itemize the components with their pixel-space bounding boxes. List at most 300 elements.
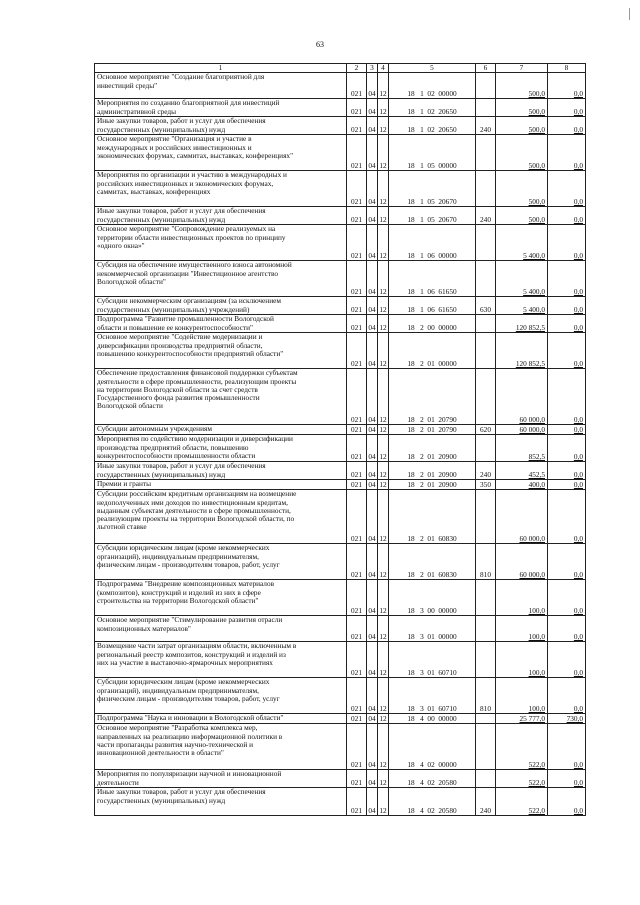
section-code: 04: [367, 73, 378, 99]
table-row: [95, 99, 586, 117]
amount-year-2-value: 0,0: [573, 305, 583, 314]
target-article-code: 18 1 06 00000: [389, 225, 476, 261]
description-line: государственных (муниципальных) учреждений): [97, 304, 250, 314]
table-row: [95, 369, 586, 425]
description-line: реализующим проекты на территории Вологодской области, по: [97, 514, 295, 524]
amount-year-2: [548, 171, 586, 207]
admin-code: 021: [347, 297, 367, 315]
amount-year-1-value: 500,0: [528, 89, 545, 98]
amount-year-2: [548, 544, 586, 580]
amount-year-2: [548, 480, 586, 490]
amount-year-2: [548, 207, 586, 225]
header-cell: 2: [347, 64, 367, 73]
admin-code: 021: [347, 225, 367, 261]
row-description: [95, 714, 347, 724]
amount-year-1-value: 100,0: [528, 632, 545, 641]
description-line: Основное мероприятие "Содействие модернизации и: [97, 332, 263, 342]
amount-year-1: [496, 770, 548, 788]
admin-code: 021: [347, 135, 367, 171]
description-line: на территории Вологодской области за счет средств: [97, 384, 258, 394]
expense-type-code: [476, 333, 496, 369]
expense-type-code: [476, 435, 496, 462]
amount-year-1: [496, 73, 548, 99]
section-code: 04: [367, 135, 378, 171]
target-article-code: 18 4 02 20580: [389, 788, 476, 816]
section-code: 04: [367, 770, 378, 788]
row-description: [95, 225, 347, 261]
amount-year-1: [496, 490, 548, 544]
section-code: 04: [368, 425, 376, 434]
amount-year-1-value: 400,0: [528, 480, 545, 489]
amount-year-2: [548, 333, 586, 369]
target-article-code: 18 1 05 20670: [389, 171, 476, 207]
row-description: [95, 297, 347, 315]
admin-code: 021: [347, 117, 367, 135]
amount-year-1-value: 500,0: [528, 107, 545, 116]
target-article-code: 18 4 02 20580: [389, 770, 476, 788]
expense-type-code: 350: [476, 480, 496, 490]
subsection-code: 12: [378, 73, 389, 99]
amount-year-2-value: 0,0: [573, 632, 583, 641]
row-description: [95, 99, 347, 117]
table-row: [95, 117, 586, 135]
table-row: [95, 490, 586, 544]
description-line: Возмещение части затрат организациям области, включенным в: [97, 641, 297, 651]
target-article-code: 18 4 02 00000: [389, 724, 476, 770]
row-description: [95, 724, 347, 770]
amount-year-1: [496, 788, 548, 816]
target-article-code: 18 1 05 20670: [389, 207, 476, 225]
expense-type-code: [476, 490, 496, 544]
amount-year-1: [496, 99, 548, 117]
table-row: [95, 425, 586, 435]
description-line: Подпрограмма "Наука и инновации в Вологодской области": [97, 713, 284, 723]
row-description: [95, 580, 347, 616]
description-line: административной среды: [97, 106, 176, 116]
subsection-code: 12: [378, 135, 389, 171]
section-code: 04: [367, 462, 378, 480]
section-code: 04: [367, 642, 378, 678]
amount-year-2: [548, 642, 586, 678]
target-article-code: 18 1 06 61650: [389, 261, 476, 297]
description-line: Субсидии российским кредитным организациям на возмещение: [97, 489, 297, 499]
table-row: [95, 678, 586, 714]
amount-year-2-value: 730,0: [566, 714, 583, 723]
description-line: Основное мероприятие "Создание благоприятной для: [97, 72, 265, 82]
description-line: Субсидии юридическим лицам (кроме некоммерческих: [97, 677, 270, 687]
description-line: инновационной деятельности в области": [97, 748, 224, 758]
admin-code: 021: [347, 616, 367, 642]
target-article-code: 18 1 02 20650: [389, 117, 476, 135]
amount-year-2: [548, 724, 586, 770]
description-line: Иные закупки товаров, работ и услуг для обеспечения: [97, 206, 266, 216]
description-line: российских инвестиционных и экономических форумах,: [97, 178, 274, 188]
description-line: (композитов), конструкций и изделий из них в сфере: [97, 587, 261, 597]
amount-year-2: [548, 225, 586, 261]
description-line: экономических форумах, саммитах, выставках, конференциях": [97, 150, 294, 160]
subsection-code: 12: [379, 714, 387, 723]
amount-year-2-value: 0,0: [573, 668, 583, 677]
description-line: Подпрограмма "Развитие промышленности Вологодской: [97, 314, 274, 324]
amount-year-2-value: 0,0: [573, 704, 583, 713]
section-code: 04: [367, 207, 378, 225]
description-line: Премии и гранты: [97, 479, 152, 489]
amount-year-2: [548, 117, 586, 135]
description-line: государственных (муниципальных) нужд: [97, 469, 226, 479]
admin-code: 021: [347, 171, 367, 207]
description-line: инвестиций среды": [97, 80, 158, 90]
subsection-code: 12: [378, 369, 389, 425]
amount-year-1-value: 522,0: [528, 778, 545, 787]
amount-year-1: [496, 616, 548, 642]
description-line: Мероприятия по созданию благоприятной для инвестиций: [97, 98, 280, 108]
header-cell: 3: [367, 64, 378, 73]
description-line: региональный реестр композитов, конструкций и изделий из: [97, 649, 286, 659]
expense-type-code: [476, 315, 496, 333]
expense-type-code: [476, 642, 496, 678]
row-description: [95, 369, 347, 425]
amount-year-2-value: 0,0: [573, 125, 583, 134]
subsection-code: 12: [378, 616, 389, 642]
row-description: [95, 678, 347, 714]
amount-year-2-value: 0,0: [573, 197, 583, 206]
description-line: «одного окна»": [97, 240, 145, 250]
description-line: композиционных материалов": [97, 623, 191, 633]
amount-year-2-value: 0,0: [573, 287, 583, 296]
subsection-code: 12: [378, 207, 389, 225]
admin-code: 021: [347, 462, 367, 480]
description-line: части пропаганды развития научно-технической и: [97, 739, 254, 749]
description-line: деятельности: [97, 777, 139, 787]
row-description: [95, 135, 347, 171]
amount-year-2: [548, 73, 586, 99]
amount-year-1-value: 5 400,0: [523, 251, 545, 260]
admin-code: 021: [347, 788, 367, 816]
target-article-code: 18 1 02 00000: [389, 73, 476, 99]
description-line: производства предприятий области, повышению: [97, 442, 249, 452]
target-article-code: 18 2 01 20900: [389, 435, 476, 462]
row-description: [95, 490, 347, 544]
amount-year-1-value: 60 000,0: [519, 534, 545, 543]
description-line: Иные закупки товаров, работ и услуг для обеспечения: [97, 787, 266, 797]
section-code: 04: [367, 678, 378, 714]
amount-year-1: [496, 261, 548, 297]
expense-type-code: [476, 724, 496, 770]
description-line: государственных (муниципальных) нужд: [97, 795, 226, 805]
target-article-code: 18 4 00 00000: [389, 714, 476, 724]
target-article-code: 18 2 01 20790: [389, 369, 476, 425]
target-article-code: 18 2 01 60830: [389, 544, 476, 580]
table-row: [95, 770, 586, 788]
expense-type-code: [476, 171, 496, 207]
section-code: 04: [368, 714, 376, 723]
header-cell: 4: [378, 64, 389, 73]
description-line: Вологодской области: [97, 401, 163, 411]
amount-year-2: [548, 580, 586, 616]
amount-year-1: [496, 333, 548, 369]
admin-code: 021: [347, 315, 367, 333]
amount-year-1: [496, 207, 548, 225]
amount-year-2: [548, 315, 586, 333]
description-line: Субсидии автономным учреждениям: [97, 424, 212, 434]
description-line: Иные закупки товаров, работ и услуг для обеспечения: [97, 461, 266, 471]
description-line: государственных (муниципальных) нужд: [97, 124, 226, 134]
description-line: Иные закупки товаров, работ и услуг для обеспечения: [97, 116, 266, 126]
subsection-code: 12: [378, 171, 389, 207]
subsection-code: 12: [378, 315, 389, 333]
table-row: [95, 724, 586, 770]
description-line: повышению конкурентоспособности предприятий области": [97, 348, 284, 358]
amount-year-2-value: 0,0: [573, 480, 583, 489]
section-code: 04: [367, 225, 378, 261]
section-code: 04: [367, 99, 378, 117]
table-body: [95, 73, 586, 816]
amount-year-2-value: 0,0: [573, 251, 583, 260]
table-row: [95, 297, 586, 315]
amount-year-1-value: 522,0: [528, 760, 545, 769]
amount-year-1: [496, 425, 548, 435]
amount-year-2: [548, 425, 586, 435]
table-row: [95, 207, 586, 225]
description-line: саммитах, выставках, конференциях: [97, 186, 211, 196]
section-code: 04: [367, 580, 378, 616]
target-article-code: 18 2 01 20900: [389, 480, 476, 490]
target-article-code: 18 3 01 60710: [389, 642, 476, 678]
subsection-code: 12: [378, 724, 389, 770]
section-code: 04: [367, 544, 378, 580]
description-line: Мероприятия по популяризации научной и инновационной: [97, 769, 282, 779]
subsection-code: 12: [378, 99, 389, 117]
target-article-code: 18 1 05 00000: [389, 135, 476, 171]
expense-type-code: [476, 73, 496, 99]
subsection-code: 12: [378, 117, 389, 135]
target-article-code: 18 3 01 60710: [389, 678, 476, 714]
amount-year-2-value: 0,0: [573, 570, 583, 579]
description-line: физическим лицам - производителям товаров, работ, услуг: [97, 559, 280, 569]
admin-code: 021: [347, 435, 367, 462]
expense-type-code: [476, 99, 496, 117]
section-code: 04: [367, 369, 378, 425]
target-article-code: 18 1 02 20650: [389, 99, 476, 117]
table-row: [95, 580, 586, 616]
amount-year-2: [548, 616, 586, 642]
expense-type-code: 240: [476, 117, 496, 135]
amount-year-2: [548, 490, 586, 544]
expense-type-code: [476, 580, 496, 616]
expense-type-code: 630: [476, 297, 496, 315]
admin-code: 021: [347, 333, 367, 369]
table-row: [95, 642, 586, 678]
section-code: 04: [367, 261, 378, 297]
amount-year-2-value: 0,0: [573, 534, 583, 543]
amount-year-1: [496, 724, 548, 770]
subsection-code: 12: [378, 225, 389, 261]
amount-year-1: [496, 369, 548, 425]
amount-year-1-value: 500,0: [528, 161, 545, 170]
amount-year-2: [548, 714, 586, 724]
section-code: 04: [367, 616, 378, 642]
amount-year-2-value: 0,0: [573, 425, 583, 434]
header-cell: 8: [548, 64, 586, 73]
table-row: [95, 435, 586, 462]
target-article-code: 18 2 00 00000: [389, 315, 476, 333]
amount-year-1: [496, 462, 548, 480]
amount-year-1-value: 500,0: [528, 197, 545, 206]
admin-code: 021: [347, 642, 367, 678]
subsection-code: 12: [378, 788, 389, 816]
amount-year-1-value: 5 400,0: [523, 305, 545, 314]
amount-year-1: [496, 435, 548, 462]
admin-code: 021: [347, 480, 367, 490]
table-row: [95, 480, 586, 490]
description-line: Субсидии юридическим лицам (кроме некоммерческих: [97, 543, 270, 553]
subsection-code: 12: [378, 297, 389, 315]
target-article-code: 18 2 01 00000: [389, 333, 476, 369]
amount-year-1: [496, 678, 548, 714]
expense-type-code: [476, 770, 496, 788]
description-line: Основное мероприятие "Организация и участие в: [97, 134, 252, 144]
admin-code: 021: [347, 714, 367, 724]
amount-year-1: [496, 714, 548, 724]
target-article-code: 18 1 06 61650: [389, 297, 476, 315]
table-row: [95, 714, 586, 724]
section-code: 04: [367, 171, 378, 207]
row-description: [95, 117, 347, 135]
target-article-code: 18 2 01 20900: [389, 462, 476, 480]
description-line: Вологодской области": [97, 276, 166, 286]
table-row: [95, 315, 586, 333]
description-line: Субсидия на обеспечение имущественного взноса автономной: [97, 260, 292, 270]
target-article-code: 18 3 01 00000: [389, 616, 476, 642]
amount-year-1-value: 5 400,0: [523, 287, 545, 296]
row-description: [95, 462, 347, 480]
description-line: Подпрограмма "Внедрение композиционных материалов: [97, 579, 275, 589]
subsection-code: 12: [379, 480, 387, 489]
amount-year-1: [496, 480, 548, 490]
admin-code: 021: [347, 425, 367, 435]
description-line: недополученных ими доходов по инвестиционным кредитам,: [97, 497, 288, 507]
section-code: 04: [367, 490, 378, 544]
subsection-code: 12: [378, 435, 389, 462]
description-line: территории области инвестиционных проектов по принципу: [97, 232, 286, 242]
row-description: [95, 171, 347, 207]
row-description: [95, 73, 347, 99]
description-line: физическим лицам - производителям товаров, работ, услуг: [97, 693, 280, 703]
expense-type-code: [476, 135, 496, 171]
amount-year-1: [496, 544, 548, 580]
expense-type-code: [476, 225, 496, 261]
description-line: выданным субъектам деятельности в сфере промышленности,: [97, 505, 291, 515]
header-cell: 5: [389, 64, 476, 73]
admin-code: 021: [347, 544, 367, 580]
amount-year-2-value: 0,0: [573, 323, 583, 332]
description-line: Мероприятия по организации и участию в международных и: [97, 170, 287, 180]
description-line: международных и российских инвестиционных и: [97, 142, 252, 152]
row-description: [95, 333, 347, 369]
subsection-code: 12: [378, 770, 389, 788]
amount-year-1: [496, 297, 548, 315]
amount-year-1-value: 100,0: [528, 668, 545, 677]
amount-year-2-value: 0,0: [573, 452, 583, 461]
amount-year-2: [548, 435, 586, 462]
description-line: диверсификации производства предприятий области,: [97, 340, 263, 350]
header-cell: 1: [95, 64, 347, 73]
expense-type-code: [476, 714, 496, 724]
subsection-code: 12: [378, 544, 389, 580]
amount-year-1-value: 100,0: [528, 606, 545, 615]
amount-year-2: [548, 770, 586, 788]
amount-year-1-value: 120 852,5: [515, 323, 545, 332]
description-line: организаций), индивидуальным предпринимателям,: [97, 685, 259, 695]
row-description: [95, 435, 347, 462]
amount-year-1: [496, 642, 548, 678]
description-line: государственных (муниципальных) нужд: [97, 214, 226, 224]
table-row: [95, 616, 586, 642]
expense-type-code: 240: [476, 788, 496, 816]
amount-year-2-value: 0,0: [573, 470, 583, 479]
admin-code: 021: [347, 490, 367, 544]
amount-year-2-value: 0,0: [573, 760, 583, 769]
amount-year-1-value: 100,0: [528, 704, 545, 713]
subsection-code: 12: [378, 642, 389, 678]
amount-year-2-value: 0,0: [573, 778, 583, 787]
amount-year-1-value: 25 777,0: [519, 714, 545, 723]
amount-year-2-value: 0,0: [573, 806, 583, 815]
admin-code: 021: [347, 207, 367, 225]
amount-year-1: [496, 315, 548, 333]
header-cell: 7: [496, 64, 548, 73]
amount-year-1-value: 522,0: [528, 806, 545, 815]
row-description: [95, 788, 347, 816]
amount-year-2-value: 0,0: [573, 359, 583, 368]
subsection-code: 12: [378, 580, 389, 616]
section-code: 04: [367, 333, 378, 369]
description-line: направленных на реализацию информационной политики в: [97, 731, 283, 741]
row-description: [95, 770, 347, 788]
amount-year-1-value: 500,0: [528, 125, 545, 134]
row-description: [95, 480, 347, 490]
admin-code: 021: [347, 678, 367, 714]
amount-year-2: [548, 788, 586, 816]
admin-code: 021: [347, 770, 367, 788]
table-row: [95, 462, 586, 480]
description-line: Основное мероприятие "Стимулирование развития отрасли: [97, 615, 283, 625]
description-line: Государственного фонда развития промышленности: [97, 393, 260, 403]
expense-type-code: [476, 369, 496, 425]
subsection-code: 12: [378, 261, 389, 297]
expense-type-code: 620: [476, 425, 496, 435]
table-row: [95, 135, 586, 171]
subsection-code: 12: [378, 462, 389, 480]
section-code: 04: [367, 315, 378, 333]
amount-year-1: [496, 225, 548, 261]
description-line: деятельности в сфере промышленности, реализующим проекты: [97, 376, 297, 386]
description-line: льготной ставке: [97, 522, 147, 532]
table-row: [95, 261, 586, 297]
section-code: 04: [367, 724, 378, 770]
row-description: [95, 261, 347, 297]
amount-year-1-value: 500,0: [528, 215, 545, 224]
amount-year-2: [548, 462, 586, 480]
description-line: Основное мероприятие "Разработка комплекса мер,: [97, 723, 258, 733]
amount-year-2: [548, 369, 586, 425]
table-row: [95, 333, 586, 369]
description-line: Субсидии некоммерческим организациям (за исключением: [97, 296, 281, 306]
admin-code: 021: [347, 580, 367, 616]
table-row: [95, 544, 586, 580]
budget-table: [94, 63, 586, 816]
description-line: области и повышение ее конкурентоспособности": [97, 322, 254, 332]
